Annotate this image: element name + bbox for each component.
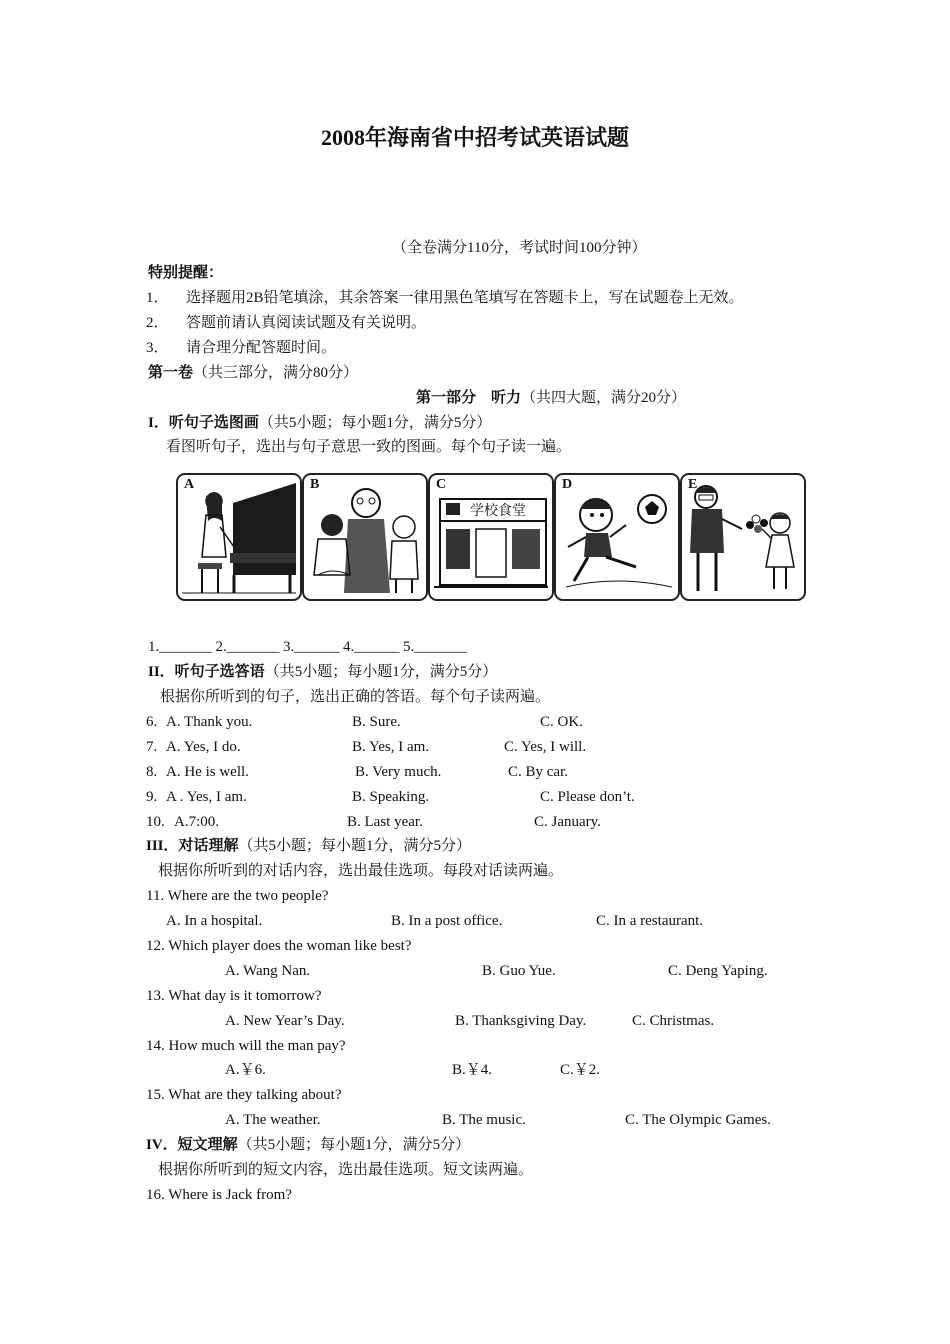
notice-item-text: 请合理分配答题时间。 [186,340,337,356]
option-c[interactable]: C. OK. [540,714,583,730]
picture-d [554,473,680,601]
girl-giving-flowers-icon [682,475,804,599]
option-a[interactable]: A. Yes, I do. [166,739,241,755]
option-c[interactable]: C. Please don’t. [540,789,635,805]
option-b[interactable]: B. Thanksgiving Day. [455,1013,587,1029]
option-a[interactable]: A. The weather. [225,1112,321,1128]
notice-item: 1． [146,290,169,306]
volume1-heading: 第一卷（共三部分，满分80分） [148,365,359,381]
section1-heading: I．听句子选图画（共5小题；每小题1分，满分5分） [148,415,492,431]
question-text: 14. How much will the man pay? [146,1038,346,1054]
option-a[interactable]: A.7:00. [174,814,219,830]
girl-playing-piano-icon [178,475,300,599]
option-c[interactable]: C. Deng Yaping. [668,963,768,979]
option-b[interactable]: B. Yes, I am. [352,739,430,755]
picture-letter: C [436,477,447,492]
picture-e [680,473,806,601]
picture-letter: D [562,477,573,492]
answer-blanks[interactable]: 1._______ 2._______ 3.______ 4.______ 5._______ [148,639,467,655]
question-text: 15. What are they talking about? [146,1087,342,1103]
notice-item: 3． [146,340,169,356]
notice-item-text: 答题前请认真阅读试题及有关说明。 [186,315,427,331]
option-a[interactable]: A. Wang Nan. [225,963,311,979]
question-number: 9. [146,789,158,805]
option-c[interactable]: C. Yes, I will. [504,739,587,755]
option-a[interactable]: A. New Year’s Day. [225,1013,345,1029]
section4-heading: IV．短文理解（共5小题；每小题1分，满分5分） [146,1137,471,1153]
picture-letter: A [184,477,195,492]
question-text: 11. Where are the two people? [146,888,329,904]
option-a[interactable]: A. In a hospital. [166,913,263,929]
option-c[interactable]: C. Christmas. [632,1013,715,1029]
option-c[interactable]: C. By car. [508,764,568,780]
option-a[interactable]: A. Thank you. [166,714,253,730]
canteen-sign: 学校食堂 [470,503,526,519]
exam-info: （全卷满分110分，考试时间100分钟） [392,240,647,256]
option-a[interactable]: A . Yes, I am. [166,789,247,805]
section4-instruction: 根据你所听到的短文内容，选出最佳选项。短文读两遍。 [158,1162,534,1178]
question-number: 8. [146,764,158,780]
notice-heading: 特别提醒： [148,265,224,281]
section3-instruction: 根据你所听到的对话内容，选出最佳选项。每段对话读两遍。 [158,863,564,879]
section2-instruction: 根据你所听到的句子，选出正确的答语。每个句子读两遍。 [160,689,551,705]
option-b[interactable]: B. Very much. [355,764,442,780]
family-with-grandfather-icon [304,475,426,599]
picture-letter: B [310,477,320,492]
picture-strip [176,473,806,599]
option-c[interactable]: C. The Olympic Games. [625,1112,771,1128]
picture-c [428,473,554,601]
option-b[interactable]: B. The music. [442,1112,526,1128]
option-a[interactable]: A.￥6. [225,1062,266,1078]
question-number: 10. [146,814,165,830]
option-b[interactable]: B. Guo Yue. [482,963,556,979]
section3-heading: III．对话理解（共5小题；每小题1分，满分5分） [146,838,472,854]
option-b[interactable]: B.￥4. [452,1062,493,1078]
notice-item: 2． [146,315,169,331]
option-b[interactable]: B. In a post office. [391,913,503,929]
option-c[interactable]: C.￥2. [560,1062,601,1078]
option-b[interactable]: B. Speaking. [352,789,430,805]
school-canteen-building-icon [430,475,552,599]
picture-letter: E [688,477,698,492]
question-text: 16. Where is Jack from? [146,1187,292,1203]
option-a[interactable]: A. He is well. [166,764,249,780]
section1-instruction: 看图听句子，选出与句子意思一致的图画。每个句子读一遍。 [166,439,572,455]
picture-b [302,473,428,601]
option-c[interactable]: C. In a restaurant. [596,913,704,929]
option-b[interactable]: B. Sure. [352,714,401,730]
option-b[interactable]: B. Last year. [347,814,423,830]
notice-item-text: 选择题用2B铅笔填涂，其余答案一律用黑色笔填写在答题卡上，写在试题卷上无效。 [186,290,744,306]
picture-a [176,473,302,601]
page-title: 2008年海南省中招考试英语试题 [320,125,629,150]
option-c[interactable]: C. January. [534,814,601,830]
section2-heading: II．听句子选答语（共5小题；每小题1分，满分5分） [148,664,498,680]
question-text: 13. What day is it tomorrow? [146,988,322,1004]
question-text: 12. Which player does the woman like best? [146,938,412,954]
part1-heading: 第一部分 听力（共四大题，满分20分） [416,390,687,406]
question-number: 7. [146,739,158,755]
question-number: 6. [146,714,158,730]
boy-kicking-ball-icon [556,475,678,599]
